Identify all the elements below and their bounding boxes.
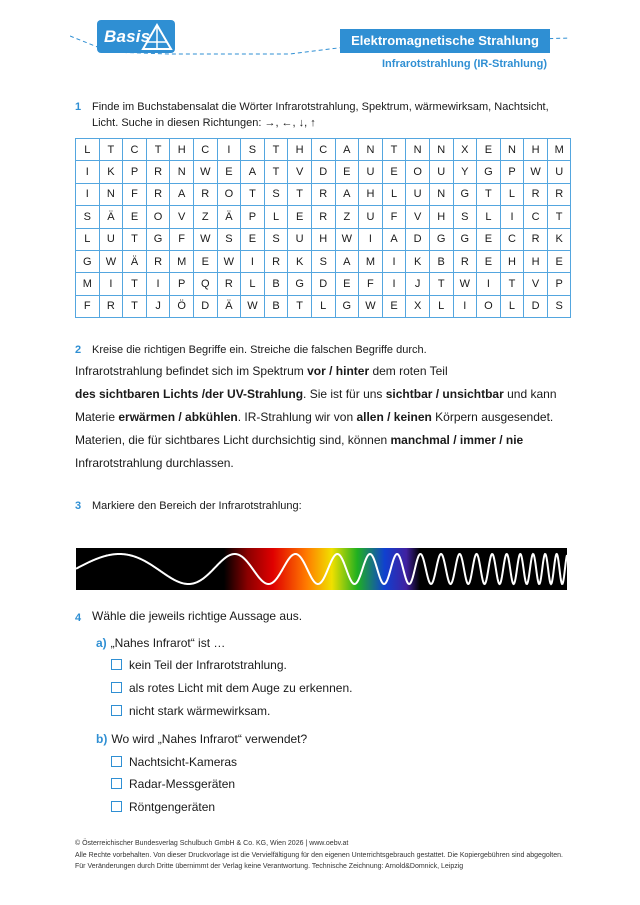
grid-cell[interactable]: U [547, 161, 571, 183]
grid-cell[interactable]: G [477, 161, 501, 183]
grid-cell[interactable]: Ö [170, 295, 194, 317]
grid-cell[interactable]: H [429, 206, 453, 228]
task1-line1: Finde im Buchstabensalat die Wörter Infrarotstrahlung, Spektrum, wärmewirksam, Nachtsicht, [92, 101, 549, 113]
grid-cell[interactable]: H [500, 250, 524, 272]
grid-cell[interactable]: S [76, 206, 100, 228]
grid-cell[interactable]: H [288, 139, 312, 161]
grid-cell[interactable]: E [382, 295, 406, 317]
grid-cell[interactable]: P [123, 161, 147, 183]
grid-cell[interactable]: Ä [99, 206, 123, 228]
grid-cell[interactable]: A [335, 139, 359, 161]
grid-cell[interactable]: R [453, 250, 477, 272]
grid-cell[interactable]: R [146, 250, 170, 272]
grid-cell[interactable]: M [76, 273, 100, 295]
grid-cell[interactable]: T [264, 161, 288, 183]
checkbox-icon[interactable] [111, 659, 122, 670]
task1-instruction [92, 99, 572, 131]
grid-cell[interactable]: P [500, 161, 524, 183]
grid-cell[interactable]: T [146, 139, 170, 161]
grid-cell[interactable]: Ä [123, 250, 147, 272]
footer-line: Alle Rechte vorbehalten. Von dieser Druckvorlage ist die Vervielfältigung für den eigenen Unterrichtsgebrauch gestattet. Die Kopiergebühren sind abgegolten. [75, 851, 563, 859]
grid-cell[interactable]: K [547, 228, 571, 250]
grid-cell[interactable]: L [382, 183, 406, 205]
grid-cell[interactable]: R [311, 183, 335, 205]
grid-cell[interactable]: I [382, 250, 406, 272]
task2-line3: Materie erwärmen / abkühlen. IR-Strahlung wir von allen / keinen Körpern ausgesendet. [75, 410, 554, 424]
choice-sichtbar[interactable]: sichtbar / unsichtbar [385, 387, 504, 401]
grid-cell[interactable]: S [311, 250, 335, 272]
task2-number: 2 [75, 344, 82, 356]
grid-cell[interactable]: P [241, 206, 265, 228]
grid-cell[interactable]: D [193, 295, 217, 317]
grid-row [76, 161, 571, 183]
grid-cell[interactable]: T [99, 139, 123, 161]
logo-text: Basis [104, 27, 151, 46]
grid-cell[interactable]: T [547, 206, 571, 228]
grid-cell[interactable]: C [311, 139, 335, 161]
grid-cell[interactable]: I [76, 183, 100, 205]
grid-cell[interactable]: E [335, 161, 359, 183]
task1-line2: Licht. Suche in diesen Richtungen: →, ←, ↓, ↑ [92, 117, 316, 129]
grid-cell[interactable]: H [170, 139, 194, 161]
grid-cell[interactable]: X [406, 295, 430, 317]
grid-cell[interactable]: E [382, 161, 406, 183]
grid-cell[interactable]: T [477, 183, 501, 205]
grid-cell[interactable]: N [429, 183, 453, 205]
checkbox-icon[interactable] [111, 756, 122, 767]
grid-cell[interactable]: R [524, 183, 548, 205]
grid-cell[interactable]: O [477, 295, 501, 317]
task4a-option[interactable]: als rotes Licht mit dem Auge zu erkennen. [111, 681, 352, 695]
task2-line5: Infrarotstrahlung durchlassen. [75, 456, 234, 470]
grid-cell[interactable]: Ä [217, 206, 241, 228]
grid-cell[interactable]: L [500, 183, 524, 205]
grid-row [76, 250, 571, 272]
grid-cell[interactable]: H [359, 183, 383, 205]
choice-allen-keinen[interactable]: allen / keinen [356, 410, 432, 424]
task3-number: 3 [75, 500, 82, 512]
grid-cell[interactable]: N [99, 183, 123, 205]
grid-cell[interactable]: U [359, 206, 383, 228]
grid-cell[interactable]: W [217, 250, 241, 272]
grid-cell[interactable]: E [217, 161, 241, 183]
grid-cell[interactable]: I [453, 295, 477, 317]
grid-cell[interactable]: A [335, 250, 359, 272]
grid-cell[interactable]: S [241, 139, 265, 161]
grid-cell[interactable]: Z [193, 206, 217, 228]
grid-cell[interactable]: D [524, 295, 548, 317]
grid-cell[interactable]: J [406, 273, 430, 295]
grid-cell[interactable]: R [193, 183, 217, 205]
grid-cell[interactable]: G [453, 228, 477, 250]
grid-cell[interactable]: N [500, 139, 524, 161]
grid-cell[interactable]: U [429, 161, 453, 183]
grid-row [76, 206, 571, 228]
grid-cell[interactable]: A [335, 183, 359, 205]
choice-manchmal[interactable]: manchmal / immer / nie [390, 433, 524, 447]
grid-cell[interactable]: L [76, 139, 100, 161]
grid-cell[interactable]: R [146, 183, 170, 205]
grid-cell[interactable]: N [170, 161, 194, 183]
grid-cell[interactable]: E [335, 273, 359, 295]
grid-cell[interactable]: W [193, 228, 217, 250]
task4a-option[interactable]: nicht stark wärmewirksam. [111, 704, 270, 718]
grid-cell[interactable]: H [524, 139, 548, 161]
grid-cell[interactable]: W [241, 295, 265, 317]
grid-cell[interactable]: I [99, 273, 123, 295]
grid-cell[interactable]: C [193, 139, 217, 161]
task4b-option[interactable]: Röntgengeräten [111, 800, 215, 814]
grid-cell[interactable]: F [76, 295, 100, 317]
grid-cell[interactable]: E [193, 250, 217, 272]
grid-cell[interactable]: B [264, 273, 288, 295]
footer [75, 838, 595, 873]
grid-cell[interactable]: W [335, 228, 359, 250]
grid-cell[interactable]: I [359, 228, 383, 250]
checkbox-icon[interactable] [111, 778, 122, 789]
grid-cell[interactable]: I [382, 273, 406, 295]
grid-cell[interactable]: Z [335, 206, 359, 228]
grid-cell[interactable]: J [146, 295, 170, 317]
grid-cell[interactable]: R [524, 228, 548, 250]
grid-cell[interactable]: W [99, 250, 123, 272]
grid-cell[interactable]: S [264, 228, 288, 250]
grid-cell[interactable]: A [382, 228, 406, 250]
grid-cell[interactable]: R [99, 295, 123, 317]
grid-cell[interactable]: E [241, 228, 265, 250]
grid-cell[interactable]: G [429, 228, 453, 250]
choice-erwaermen[interactable]: erwärmen / abkühlen [118, 410, 238, 424]
grid-cell[interactable]: Ä [217, 295, 241, 317]
choice-licht-uv[interactable]: des sichtbaren Lichts /der UV-Strahlung [75, 387, 304, 401]
grid-cell[interactable]: R [217, 273, 241, 295]
grid-cell[interactable]: Y [453, 161, 477, 183]
grid-cell[interactable]: K [99, 161, 123, 183]
grid-row [76, 295, 571, 317]
grid-cell[interactable]: F [170, 228, 194, 250]
grid-cell[interactable]: R [264, 250, 288, 272]
grid-cell[interactable]: G [146, 228, 170, 250]
grid-cell[interactable]: E [123, 206, 147, 228]
grid-row [76, 139, 571, 161]
task3-instruction: Markiere den Bereich der Infrarotstrahlung: [92, 500, 302, 512]
grid-cell[interactable]: B [429, 250, 453, 272]
checkbox-icon[interactable] [111, 682, 122, 693]
page-title: Elektromagnetische Strahlung [340, 29, 550, 53]
grid-cell[interactable]: I [76, 161, 100, 183]
grid-cell[interactable]: M [359, 250, 383, 272]
grid-cell[interactable]: D [311, 273, 335, 295]
grid-cell[interactable]: A [241, 161, 265, 183]
checkbox-icon[interactable] [111, 705, 122, 716]
footer-line: © Österreichischer Bundesverlag Schulbuch GmbH & Co. KG, Wien 2026 | www.oebv.at [75, 840, 349, 847]
grid-cell[interactable]: G [76, 250, 100, 272]
grid-cell[interactable]: L [264, 206, 288, 228]
grid-cell[interactable]: K [288, 250, 312, 272]
grid-cell[interactable]: C [123, 139, 147, 161]
grid-row [76, 183, 571, 205]
grid-cell[interactable]: V [406, 206, 430, 228]
grid-cell[interactable]: L [429, 295, 453, 317]
checkbox-icon[interactable] [111, 801, 122, 812]
grid-cell[interactable]: G [335, 295, 359, 317]
task1-number: 1 [75, 101, 82, 113]
grid-cell[interactable]: D [406, 228, 430, 250]
grid-cell[interactable]: S [217, 228, 241, 250]
grid-cell[interactable]: V [288, 161, 312, 183]
grid-cell[interactable]: H [524, 250, 548, 272]
grid-cell[interactable]: W [524, 161, 548, 183]
grid-cell[interactable]: P [170, 273, 194, 295]
grid-cell[interactable]: W [193, 161, 217, 183]
grid-cell[interactable]: L [311, 295, 335, 317]
grid-cell[interactable]: V [524, 273, 548, 295]
grid-cell[interactable]: E [477, 250, 501, 272]
grid-cell[interactable]: F [123, 183, 147, 205]
grid-cell[interactable]: E [547, 250, 571, 272]
grid-row [76, 273, 571, 295]
page-subtitle: Infrarotstrahlung (IR-Strahlung) [382, 58, 547, 70]
grid-cell[interactable]: T [123, 273, 147, 295]
grid-cell[interactable]: N [359, 139, 383, 161]
grid-cell[interactable]: X [453, 139, 477, 161]
grid-cell[interactable]: R [547, 183, 571, 205]
grid-cell[interactable]: M [547, 139, 571, 161]
grid-cell[interactable]: O [146, 206, 170, 228]
grid-cell[interactable]: C [524, 206, 548, 228]
grid-cell[interactable]: E [288, 206, 312, 228]
grid-cell[interactable]: L [76, 228, 100, 250]
grid-cell[interactable]: L [477, 206, 501, 228]
grid-cell[interactable]: T [264, 139, 288, 161]
grid-cell[interactable]: N [429, 139, 453, 161]
task4a-option[interactable]: kein Teil der Infrarotstrahlung. [111, 658, 287, 672]
grid-cell[interactable]: H [311, 228, 335, 250]
task4b-question: b) Wo wird „Nahes Infrarot“ verwendet? [96, 732, 308, 746]
grid-cell[interactable]: K [406, 250, 430, 272]
spectrum-diagram[interactable] [76, 548, 567, 590]
grid-cell[interactable]: O [217, 183, 241, 205]
grid-cell[interactable]: I [241, 250, 265, 272]
task4-number: 4 [75, 612, 82, 624]
grid-cell[interactable]: S [453, 206, 477, 228]
grid-cell[interactable]: W [359, 295, 383, 317]
task2-paragraph [75, 360, 575, 475]
grid-cell[interactable]: R [146, 161, 170, 183]
choice-vor-hinter[interactable]: vor / hinter [307, 364, 370, 378]
grid-cell[interactable]: L [500, 295, 524, 317]
grid-cell[interactable]: W [453, 273, 477, 295]
grid-cell[interactable]: T [382, 139, 406, 161]
grid-cell[interactable]: C [500, 228, 524, 250]
grid-cell[interactable]: I [500, 206, 524, 228]
grid-cell[interactable]: S [264, 183, 288, 205]
grid-cell[interactable]: S [547, 295, 571, 317]
grid-cell[interactable]: V [170, 206, 194, 228]
logo-triangle-icon [140, 22, 174, 52]
task4-instruction: Wähle die jeweils richtige Aussage aus. [92, 609, 303, 623]
grid-cell[interactable]: Q [193, 273, 217, 295]
grid-cell[interactable]: R [311, 206, 335, 228]
grid-cell[interactable]: M [170, 250, 194, 272]
grid-cell[interactable]: T [288, 295, 312, 317]
grid-row [76, 228, 571, 250]
grid-cell[interactable]: U [406, 183, 430, 205]
task2-line2: des sichtbaren Lichts /der UV-Strahlung. Sie ist für uns sichtbar / unsichtbar und kann [75, 387, 557, 401]
grid-cell[interactable]: I [146, 273, 170, 295]
grid-cell[interactable]: E [477, 228, 501, 250]
grid-cell[interactable]: T [500, 273, 524, 295]
grid-cell[interactable]: G [453, 183, 477, 205]
grid-cell[interactable]: T [123, 295, 147, 317]
task4a-question: a) „Nahes Infrarot“ ist … [96, 636, 226, 650]
task4b-option[interactable]: Nachtsicht-Kameras [111, 755, 237, 769]
grid-cell[interactable]: U [288, 228, 312, 250]
grid-cell[interactable]: O [406, 161, 430, 183]
grid-cell[interactable]: T [429, 273, 453, 295]
task2-line4: Materien, die für sichtbares Licht durchsichtig sind, können manchmal / immer / nie [75, 433, 524, 447]
grid-cell[interactable]: E [477, 139, 501, 161]
grid-cell[interactable]: T [288, 183, 312, 205]
grid-cell[interactable]: F [359, 273, 383, 295]
grid-cell[interactable]: P [547, 273, 571, 295]
grid-cell[interactable]: F [382, 206, 406, 228]
grid-cell[interactable]: I [477, 273, 501, 295]
grid-cell[interactable]: A [170, 183, 194, 205]
grid-cell[interactable]: U [99, 228, 123, 250]
task4b-option[interactable]: Radar-Messgeräten [111, 777, 235, 791]
task2-instruction: Kreise die richtigen Begriffe ein. Streiche die falschen Begriffe durch. [92, 344, 427, 356]
grid-cell[interactable]: I [217, 139, 241, 161]
task2-line1: Infrarotstrahlung befindet sich im Spektrum vor / hinter dem roten Teil [75, 364, 448, 378]
grid-cell[interactable]: T [241, 183, 265, 205]
footer-line: Für Veränderungen durch Dritte übernimmt der Verlag keine Verantwortung. Technische Zeichnung: Arnold&Domnick, Leipzig [75, 863, 464, 870]
grid-cell[interactable]: U [359, 161, 383, 183]
grid-cell[interactable]: T [123, 228, 147, 250]
grid-cell[interactable]: N [406, 139, 430, 161]
grid-cell[interactable]: B [264, 295, 288, 317]
grid-cell[interactable]: G [288, 273, 312, 295]
grid-cell[interactable]: L [241, 273, 265, 295]
grid-cell[interactable]: D [311, 161, 335, 183]
letter-grid [75, 138, 571, 318]
